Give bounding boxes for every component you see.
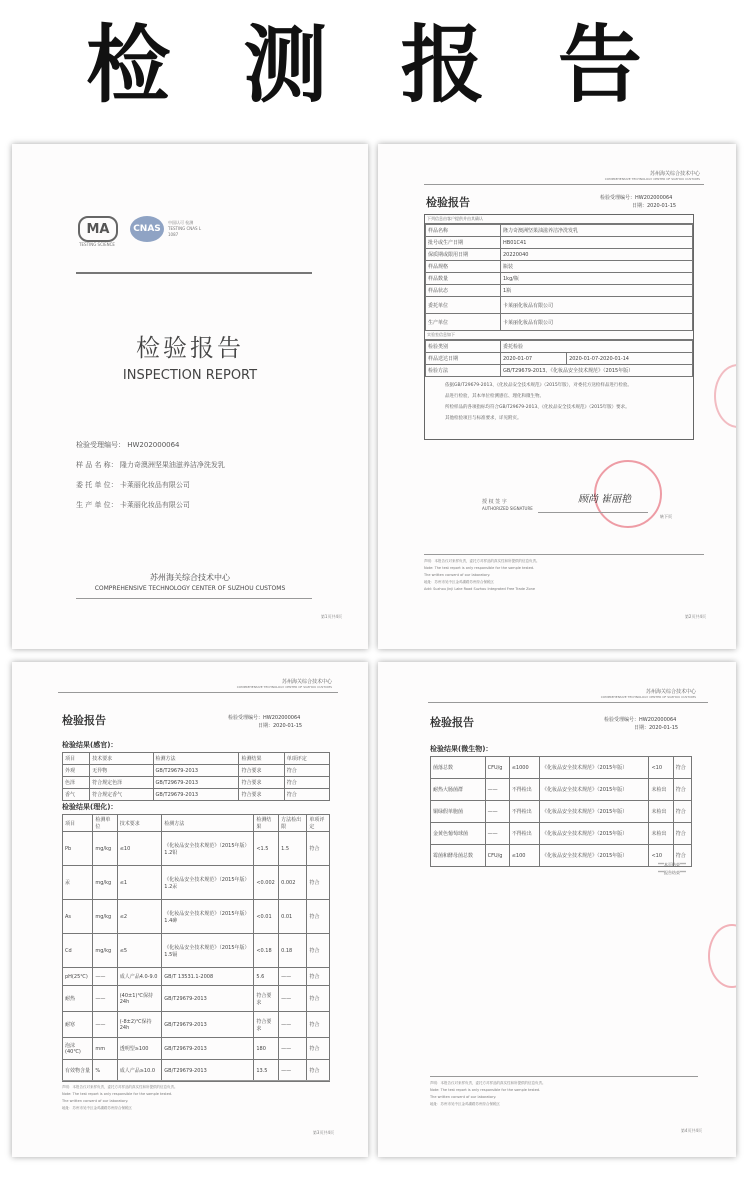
cell: 符合规定香气 <box>90 789 153 801</box>
p2-title: 检验报告 <box>426 196 470 209</box>
sign-label: 授 权 签 字 <box>482 499 507 505</box>
cell: GB/T29679-2013 <box>162 1060 254 1082</box>
table-row <box>63 968 330 986</box>
row-value: 隆力奇澳洲坚果油滋养洁净洗发乳 <box>501 225 693 237</box>
cell: 符合 <box>284 777 329 789</box>
cell: —— <box>279 968 307 986</box>
table-row <box>431 823 692 845</box>
cell: —— <box>279 1060 307 1082</box>
table-row <box>431 845 692 867</box>
footer-line: Note: The test report is only responsible for the sample tested. <box>430 1088 541 1092</box>
cell: <0.002 <box>254 866 279 900</box>
cell: 《化妆品安全技术规范》（2015年版）1.2铅 <box>162 832 254 866</box>
row-label: 样品送达日期 <box>426 353 501 365</box>
cover-field-row <box>76 440 336 460</box>
p3-org-en: COMPREHENSIVE TECHNOLOGY CENTER OF SUZHOU CUSTOMS <box>236 685 332 689</box>
cell: 耐热 <box>63 986 93 1012</box>
table-row <box>63 777 330 789</box>
header-cell: 检测方法 <box>153 753 239 765</box>
p2-sample-table <box>425 224 693 331</box>
cover-field-row <box>76 480 336 500</box>
cell: 符合 <box>307 1038 330 1060</box>
cell: 《化妆品安全技术规范》（2015年版）1.4砷 <box>162 900 254 934</box>
row-value: GB/T29679-2013、《化妆品安全技术规范》（2015年版） <box>501 365 693 377</box>
ma-logo <box>78 216 118 242</box>
cover-field-row <box>76 460 336 480</box>
cell: 《化妆品安全技术规范》（2015年版） <box>540 823 649 845</box>
row-label: 样品数量 <box>426 273 501 285</box>
sensory-title: 检验结果(感官)： <box>62 741 118 749</box>
cell: (-8±2)℃保持24h <box>117 1012 162 1038</box>
cell: 180 <box>254 1038 279 1060</box>
p2-page-number: 第2页共4页 <box>684 614 706 619</box>
footer-line: The written consent of our laboratory. <box>424 573 491 577</box>
physchem-title: 检验结果(理化)： <box>62 803 118 811</box>
row-label: 生产单位 <box>426 314 501 331</box>
p4-header-rule <box>428 702 708 703</box>
cell: 耐热大肠菌群 <box>431 779 486 801</box>
header-cell: 方法检出限 <box>279 815 307 832</box>
p4-title: 检验报告 <box>430 716 474 729</box>
cell: Cd <box>63 934 93 968</box>
micro-table <box>430 756 692 867</box>
table-row <box>63 1038 330 1060</box>
cell: <10 <box>649 845 673 867</box>
cell: 13.5 <box>254 1060 279 1082</box>
cover-org-cn: 苏州海关综合技术中心 <box>150 573 230 582</box>
cell: <1.5 <box>254 832 279 866</box>
cell: 符合要求 <box>239 765 284 777</box>
row-value: 委托检验 <box>501 341 693 353</box>
header-cell: 检测结果 <box>239 753 284 765</box>
report-end-marker: ***报告结束*** <box>658 870 686 875</box>
cell: % <box>93 1060 117 1082</box>
cell: 符合 <box>307 1060 330 1082</box>
table-row <box>63 900 330 934</box>
cell: 透明型≥100 <box>117 1038 162 1060</box>
micro-title: 检验结果(微生物)： <box>430 745 493 753</box>
report-physchem-page <box>12 662 368 1157</box>
cell: 符合 <box>673 845 691 867</box>
p4-footer <box>430 1080 698 1108</box>
p3-org-cn: 苏州海关综合技术中心 <box>281 679 332 685</box>
cover-bottom-rule <box>76 598 312 599</box>
cell: CFU/g <box>485 757 509 779</box>
report-micro-page <box>378 662 736 1157</box>
cover-page-number: 第1页共4页 <box>320 614 342 619</box>
cell: 符合 <box>284 789 329 801</box>
footer-line: 地址：苏州市吴中区金鸡湖路苏州综合保税区 <box>424 580 494 584</box>
cell: —— <box>279 1038 307 1060</box>
red-seal-stamp-edge <box>714 364 736 428</box>
cell: 符合 <box>284 765 329 777</box>
cell: 《化妆品安全技术规范》（2015年版） <box>540 779 649 801</box>
cell: <0.01 <box>254 900 279 934</box>
p4-org-cn: 苏州海关综合技术中心 <box>645 689 696 695</box>
cell: 不得检出 <box>509 823 539 845</box>
p4-date: 日期：2020-01-15 <box>634 725 679 731</box>
field-value: 隆力奇澳洲坚果油滋养洁净洗发乳 <box>119 461 225 469</box>
cell: 泡沫(40℃) <box>63 1038 93 1060</box>
conclusion-line: 所检样品的各项指标均符合GB/T29679-2013、《化妆品安全技术规范》（2015年版）要求。 <box>445 405 630 410</box>
cover-top-rule <box>76 272 312 274</box>
field-label: 检验受理编号： <box>76 441 125 449</box>
cell: 成人产品≥10.0 <box>117 1060 162 1082</box>
cell: GB/T29679-2013 <box>153 765 239 777</box>
table-row <box>63 832 330 866</box>
p4-page-number: 第4页共4页 <box>680 1128 702 1133</box>
cell: mg/kg <box>93 832 117 866</box>
cell: 香气 <box>63 789 90 801</box>
cell: 0.01 <box>279 900 307 934</box>
header-cell: 检测单位 <box>93 815 117 832</box>
footer-line: The written consent of our laboratory. <box>62 1099 129 1103</box>
conclusion-line: 其他检验项目与标准要求，详见附页。 <box>445 416 522 421</box>
test-period: 2020-01-07-2020-01-14 <box>567 353 693 365</box>
footer-line: Note: The test report is only responsible for the sample tested. <box>62 1092 173 1096</box>
row-value: 2020-01-07 <box>501 353 567 365</box>
cell: 0.002 <box>279 866 307 900</box>
cell: mg/kg <box>93 866 117 900</box>
p2-main-frame <box>424 214 694 440</box>
p3-footer-rule <box>62 1080 330 1081</box>
header-cell: 单项评定 <box>307 815 330 832</box>
header-cell: 检测结果 <box>254 815 279 832</box>
row-label: 批号或生产日期 <box>426 237 501 249</box>
table-row <box>431 801 692 823</box>
table-row <box>63 1012 330 1038</box>
cell: 《化妆品安全技术规范》（2015年版）1.5镉 <box>162 934 254 968</box>
conclusion-line: 依据GB/T29679-2013、《化妆品安全技术规范》（2015年版），对委托方送检样品进行检验。 <box>445 383 632 388</box>
cell: ≤2 <box>117 900 162 934</box>
row-value: HB01C41 <box>501 237 693 249</box>
cell: Pb <box>63 832 93 866</box>
p3-footer <box>62 1084 330 1112</box>
cell: 色泽 <box>63 777 90 789</box>
table-row <box>431 779 692 801</box>
cover-title-cn: 检验报告 <box>136 334 244 362</box>
p3-receipt: 检验受理编号：HW202000064 <box>228 715 301 721</box>
cell: 汞 <box>63 866 93 900</box>
ma-logo-text: MA <box>86 222 110 237</box>
footer-line: Add: Suzhou Jinji Lake Road Suzhou Integrated Free Trade Zone <box>424 587 536 591</box>
cell: —— <box>93 1012 117 1038</box>
cell: —— <box>93 968 117 986</box>
cell: 不得检出 <box>509 779 539 801</box>
row-label: 样品状态 <box>426 285 501 297</box>
conclusion-line: 品进行检验，其本单位检测感官、理化和微生物。 <box>445 394 544 399</box>
p3-header-rule <box>58 692 338 693</box>
cell: 符合 <box>673 779 691 801</box>
cell: 符合 <box>307 866 330 900</box>
row-value: 1瓶 <box>501 285 693 297</box>
cell: 霉菌和酵母菌总数 <box>431 845 486 867</box>
p2-receipt: 检验受理编号：HW202000064 <box>600 195 673 201</box>
footer-line: 声明：本报告仅对来样负责，委托方对样品的真实性和所提供的信息负责。 <box>62 1085 178 1089</box>
cell: 符合 <box>307 934 330 968</box>
cell: 金黄色葡萄球菌 <box>431 823 486 845</box>
cell: ≤5 <box>117 934 162 968</box>
row-label: 检验方法 <box>426 365 501 377</box>
cell: —— <box>93 986 117 1012</box>
cell: 1.5 <box>279 832 307 866</box>
p2-footer-rule <box>424 554 704 555</box>
cell: 《化妆品安全技术规范》（2015年版） <box>540 845 649 867</box>
banner-title: 检 测 报 告 <box>86 16 664 114</box>
cell: 不得检出 <box>509 801 539 823</box>
p4-org-en: COMPREHENSIVE TECHNOLOGY CENTER OF SUZHOU CUSTOMS <box>600 695 696 699</box>
header-cell: 技术要求 <box>117 815 162 832</box>
cell: 未检出 <box>649 801 673 823</box>
cover-fields <box>76 440 336 520</box>
p2-footer <box>424 558 704 593</box>
cell: GB/T29679-2013 <box>162 1012 254 1038</box>
p3-date: 日期：2020-01-15 <box>258 723 303 729</box>
cell: —— <box>485 801 509 823</box>
page-end-marker: ***本页结束*** <box>658 862 686 867</box>
row-value: 卡莱丽化妆品有限公司 <box>501 297 693 314</box>
cell: ≤1000 <box>509 757 539 779</box>
cell: <10 <box>649 757 673 779</box>
sensory-table <box>62 752 330 801</box>
cell: mg/kg <box>93 934 117 968</box>
cell: 符合 <box>307 1012 330 1038</box>
row-value: 瓶装 <box>501 261 693 273</box>
cell: 外观 <box>63 765 90 777</box>
cell: 符合要求 <box>254 986 279 1012</box>
physchem-table <box>62 814 330 1082</box>
p3-page-number: 第3页共4页 <box>312 1130 334 1135</box>
footer-line: 地址：苏州市吴中区金鸡湖路苏州综合保税区 <box>430 1102 500 1106</box>
cell: 铜绿假单胞菌 <box>431 801 486 823</box>
cnas-logo-text: CNAS <box>133 224 161 234</box>
p2-date: 日期：2020-01-15 <box>632 203 677 209</box>
cell: —— <box>485 779 509 801</box>
table-row <box>63 986 330 1012</box>
cell: As <box>63 900 93 934</box>
cell: (40±1)℃保持24h <box>117 986 162 1012</box>
cnas-logo-caption: 中国认可 检测 TESTING CNAS L 1087 <box>168 220 202 237</box>
cell: 符合要求 <box>254 1012 279 1038</box>
cell: 耐寒 <box>63 1012 93 1038</box>
row-label: 检验类别 <box>426 341 501 353</box>
field-value: 卡莱丽化妆品有限公司 <box>119 481 190 489</box>
p2-header-rule <box>424 184 704 185</box>
red-seal-stamp-edge <box>708 924 736 988</box>
p2-test-table <box>425 340 693 377</box>
cell: 符合 <box>673 823 691 845</box>
cell: 无异物 <box>90 765 153 777</box>
report-cover-page <box>12 144 368 649</box>
footer-line: The written consent of our laboratory. <box>430 1095 497 1099</box>
cell: 菌落总数 <box>431 757 486 779</box>
cell: pH(25℃) <box>63 968 93 986</box>
cell: GB/T29679-2013 <box>162 986 254 1012</box>
cell: GB/T29679-2013 <box>162 1038 254 1060</box>
footer-line: 地址：苏州市吴中区金鸡湖路苏州综合保税区 <box>62 1106 132 1110</box>
cover-title-en: INSPECTION REPORT <box>122 368 258 383</box>
header-cell: 技术要求 <box>90 753 153 765</box>
cell: ≤100 <box>509 845 539 867</box>
sign-rule <box>538 512 648 513</box>
row-value: 20220040 <box>501 249 693 261</box>
row-label: 样品名称 <box>426 225 501 237</box>
cell: <0.18 <box>254 934 279 968</box>
cell: 符合 <box>673 757 691 779</box>
sign-en: AUTHORIZED SIGNATURE <box>482 506 533 511</box>
p4-footer-rule <box>430 1076 698 1077</box>
cell: 未检出 <box>649 823 673 845</box>
cell: 0.18 <box>279 934 307 968</box>
cell: 符合 <box>673 801 691 823</box>
banner <box>0 0 750 130</box>
table-row <box>63 1060 330 1082</box>
p2-lab-note: 实验室信息如下 <box>425 331 693 340</box>
field-label: 委 托 单 位： <box>76 481 118 489</box>
cell: —— <box>279 1012 307 1038</box>
cell: ≤10 <box>117 832 162 866</box>
cell: 《化妆品安全技术规范》（2015年版） <box>540 757 649 779</box>
cell: 符合 <box>307 832 330 866</box>
table-row <box>431 757 692 779</box>
row-label: 样品规格 <box>426 261 501 273</box>
cover-org-en: COMPREHENSIVE TECHNOLOGY CENTER OF SUZHOU CUSTOMS <box>94 585 286 592</box>
cell: 《化妆品安全技术规范》（2015年版）1.2汞 <box>162 866 254 900</box>
cell: 符合 <box>307 968 330 986</box>
cell: 符合要求 <box>239 789 284 801</box>
row-label: 委托单位 <box>426 297 501 314</box>
cell: 符合规定色泽 <box>90 777 153 789</box>
cell: —— <box>485 823 509 845</box>
row-value: 1kg/瓶 <box>501 273 693 285</box>
cell: 有效物含量 <box>63 1060 93 1082</box>
report-summary-page <box>378 144 736 649</box>
p4-receipt: 检验受理编号：HW202000064 <box>604 717 677 723</box>
cell: 5.6 <box>254 968 279 986</box>
row-value: 卡莱丽化妆品有限公司 <box>501 314 693 331</box>
cell: GB/T29679-2013 <box>153 789 239 801</box>
header-cell: 单项评定 <box>284 753 329 765</box>
cell: mm <box>93 1038 117 1060</box>
cell: CFU/g <box>485 845 509 867</box>
table-row <box>63 789 330 801</box>
continued-label: 转下页 <box>660 514 672 519</box>
sign-name: 顾尚 崔丽艳 <box>578 494 632 505</box>
p2-top-note: 下列信息由客户提供并由其确认 <box>425 215 693 224</box>
cell: 未检出 <box>649 779 673 801</box>
cell: 成人产品4.0-9.0 <box>117 968 162 986</box>
footer-line: Note: The test report is only responsible for the sample tested. <box>424 566 535 570</box>
cnas-logo <box>130 216 164 242</box>
table-row <box>63 934 330 968</box>
footer-line: 声明：本报告仅对来样负责，委托方对样品的真实性和所提供的信息负责。 <box>430 1081 546 1085</box>
cell: ≤1 <box>117 866 162 900</box>
table-row <box>63 765 330 777</box>
cell: GB/T 13531.1-2008 <box>162 968 254 986</box>
p2-conclusion <box>425 377 693 424</box>
cell: mg/kg <box>93 900 117 934</box>
table-row <box>63 866 330 900</box>
p3-title: 检验报告 <box>62 714 106 727</box>
p2-org-en: COMPREHENSIVE TECHNOLOGY CENTER OF SUZHOU CUSTOMS <box>604 177 700 181</box>
field-value: HW202000064 <box>127 441 180 449</box>
row-label: 保质期或限用日期 <box>426 249 501 261</box>
cell: 符合 <box>307 986 330 1012</box>
cover-field-row <box>76 500 336 520</box>
cell: GB/T29679-2013 <box>153 777 239 789</box>
field-label: 生 产 单 位： <box>76 501 118 509</box>
ma-logo-caption: TESTING SCIENCE <box>79 242 115 247</box>
header-cell: 项目 <box>63 753 90 765</box>
header-cell: 项目 <box>63 815 93 832</box>
cell: 《化妆品安全技术规范》（2015年版） <box>540 801 649 823</box>
cell: 符合 <box>307 900 330 934</box>
p2-org-cn: 苏州海关综合技术中心 <box>649 171 700 177</box>
cell: —— <box>279 986 307 1012</box>
field-value: 卡莱丽化妆品有限公司 <box>119 501 190 509</box>
footer-line: 声明：本报告仅对来样负责，委托方对样品的真实性和所提供的信息负责。 <box>424 559 540 563</box>
cell: 符合要求 <box>239 777 284 789</box>
header-cell: 检测方法 <box>162 815 254 832</box>
field-label: 样 品 名 称： <box>76 461 118 469</box>
